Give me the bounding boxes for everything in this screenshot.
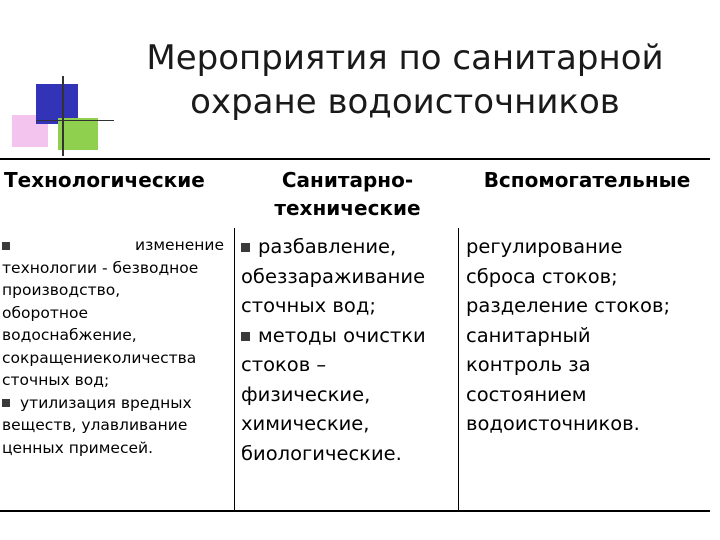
header-sanitary-technical	[240, 166, 455, 222]
item-text-line: сточных вод;	[241, 294, 376, 317]
item-text-line: стоков –	[241, 353, 327, 376]
slide-title	[90, 36, 720, 124]
square-bullet-icon	[2, 242, 10, 250]
item-text-line: сточных вод;	[2, 371, 110, 389]
header-technological: Технологические	[4, 168, 205, 192]
column-divider-2	[458, 228, 459, 510]
item-text: изменение	[135, 236, 224, 254]
item-text-line: водоисточников.	[466, 412, 640, 435]
slide-title-line-2: охране водоисточников	[190, 82, 620, 122]
item-text-line: сокращениеколичества	[2, 348, 197, 367]
decor-vertical-line	[62, 76, 64, 156]
item-text-line: оборотное	[2, 303, 89, 322]
item-text-line: санитарный	[466, 323, 591, 347]
item-text: разбавление,	[258, 235, 397, 258]
item-text-line: ценных примесей.	[2, 438, 154, 457]
header-auxiliary: Вспомогательные	[483, 168, 691, 192]
list-item	[2, 234, 224, 257]
slide-title-line-1: Мероприятия по санитарной	[146, 38, 664, 78]
column-divider-1	[234, 228, 235, 510]
list-item	[2, 392, 224, 415]
table-bottom-border	[0, 510, 710, 512]
item-text-line: сброса стоков;	[466, 264, 618, 288]
table-top-border	[0, 158, 710, 160]
item-text-line: химические,	[241, 412, 370, 435]
column-sanitary-technical	[241, 232, 456, 468]
item-text-line: физические,	[241, 382, 371, 406]
item-text-line: состоянием	[466, 382, 587, 406]
item-text-line: регулирование	[466, 235, 623, 258]
item-text: утилизация вредных	[20, 393, 192, 412]
column-technological	[2, 234, 224, 459]
item-text-line: производство,	[2, 281, 121, 299]
item-text-line: биологические.	[241, 441, 402, 465]
item-text-line: контроль за	[466, 353, 591, 376]
header-sanitary-technical-line-1: Санитарно-	[281, 168, 414, 192]
square-bullet-icon	[2, 399, 10, 407]
item-text: методы очистки	[258, 323, 426, 347]
item-text-line: обеззараживание	[241, 264, 426, 288]
list-item	[241, 321, 456, 351]
item-text-line: веществ, улавливание	[2, 416, 188, 434]
item-text-line: технологии - безводное	[2, 258, 199, 277]
header-sanitary-technical-line-2: технические	[274, 196, 421, 220]
item-text-line: разделение стоков;	[466, 294, 671, 317]
square-bullet-icon	[241, 332, 250, 341]
item-text-line: водоснабжение,	[2, 326, 137, 344]
list-item	[241, 232, 456, 262]
column-auxiliary	[466, 232, 712, 439]
square-bullet-icon	[241, 243, 250, 252]
